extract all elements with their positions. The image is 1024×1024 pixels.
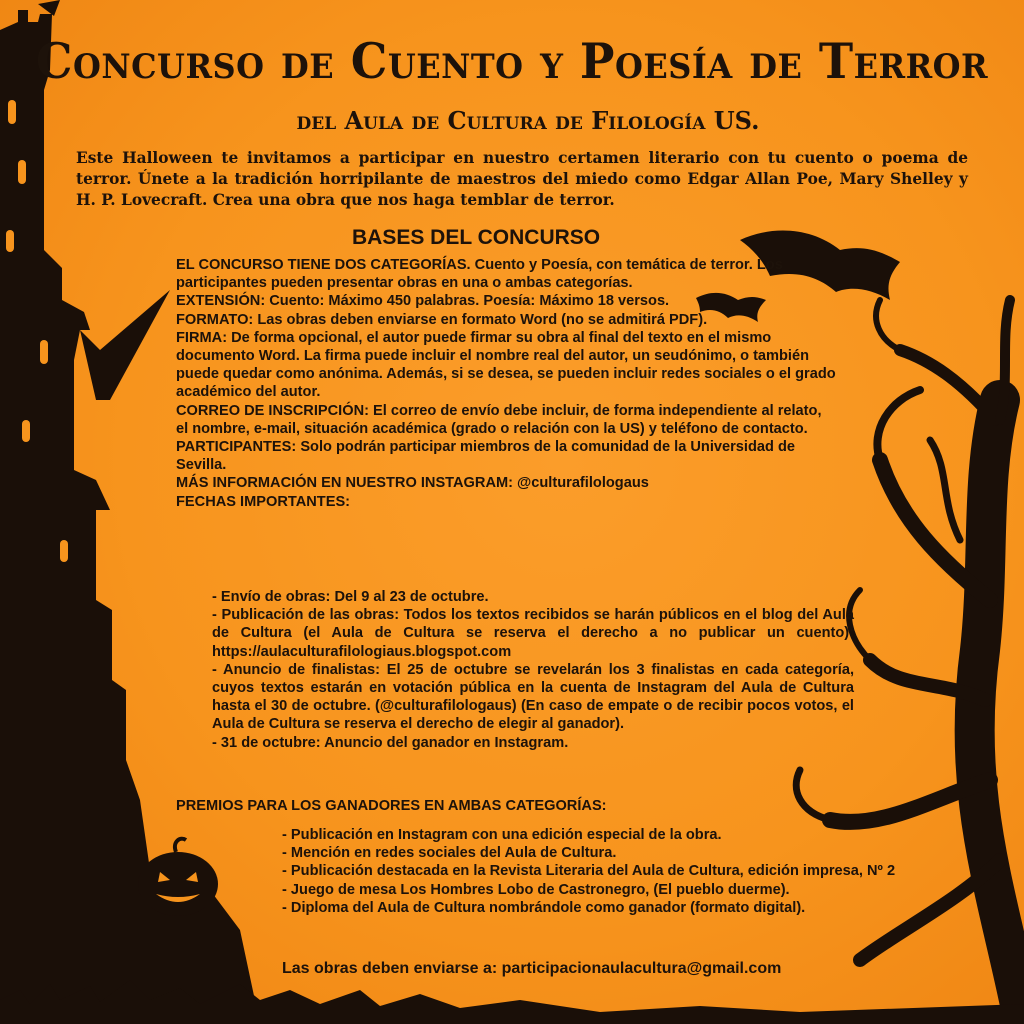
prize-item: - Publicación en Instagram con una edición especial de la obra. xyxy=(282,827,722,843)
bases-item: CORREO DE INSCRIPCIÓN: El correo de envío debe incluir, de forma independiente al relato, el nombre, e-mail, situación académica (grado o relación con la US) y teléfono de contacto. xyxy=(176,402,822,437)
prizes-list xyxy=(282,826,902,917)
bases-list xyxy=(176,256,836,511)
prize-item: - Diploma del Aula de Cultura nombrándole como ganador (formato digital). xyxy=(282,899,806,916)
prize-item: - Mención en redes sociales del Aula de Cultura. xyxy=(282,845,617,862)
prize-item: - Publicación destacada en la Revista Literaria del Aula de Cultura, edición impresa, Nº 2 xyxy=(282,863,896,880)
bases-item: MÁS INFORMACIÓN EN NUESTRO INSTAGRAM: @culturafilologaus xyxy=(176,475,649,492)
bases-item: FORMATO: Las obras deben enviarse en formato Word (no se admitirá PDF). xyxy=(176,311,708,328)
bases-title: BASES DEL CONCURSO xyxy=(352,226,601,249)
bases-item: FECHAS IMPORTANTES: xyxy=(176,493,351,510)
bases-item: EL CONCURSO TIENE DOS CATEGORÍAS. Cuento y Poesía, con temática de terror. Los participantes pueden presentar obras en una o ambas categorías. xyxy=(176,257,783,292)
bases-item: PARTICIPANTES: Solo podrán participar miembros de la comunidad de la Universidad de Sevilla. xyxy=(176,439,795,474)
date-item: - Publicación de las obras: Todos los textos recibidos se harán públicos en el blog del Aula de Cultura (el Aula de Cultura se reserva el derecho a no publicar un cuento): https://aulaculturafilologiaus.blogspot.com xyxy=(212,607,854,660)
jack-o-lantern-icon xyxy=(138,839,218,916)
date-item: - 31 de octubre: Anuncio del ganador en Instagram. xyxy=(212,734,569,751)
bases-item: EXTENSIÓN: Cuento: Máximo 450 palabras. Poesía: Máximo 18 versos. xyxy=(176,293,670,310)
email-line: Las obras deben enviarse a: participacionaulacultura@gmail.com xyxy=(282,960,782,977)
prizes-title: PREMIOS PARA LOS GANADORES EN AMBAS CATEGORÍAS: xyxy=(176,798,607,814)
bases-item: FIRMA: De forma opcional, el autor puede firmar su obra al final del texto en el mismo documento Word. La firma puede incluir el nombre real del autor, un seudónimo, o también puede quedar como anónima. Además, si se desea, se pueden incluir redes sociales o el grado académico del autor. xyxy=(176,329,836,401)
page-title: Concurso de Cuento y Poesía de Terror xyxy=(35,32,989,90)
date-item: - Envío de obras: Del 9 al 23 de octubre. xyxy=(212,589,489,605)
page-subtitle: del Aula de Cultura de Filología US. xyxy=(296,106,760,135)
intro-paragraph: Este Halloween te invitamos a participar en nuestro certamen literario con tu cuento o poema de terror. Únete a la tradición horripilante de maestros del miedo como Edgar Allan Poe, Mary Shelley y H. P. Lovecraft. Crea una obra que nos haga temblar de terror. xyxy=(76,149,968,209)
prize-item: - Juego de mesa Los Hombres Lobo de Castronegro, (El pueblo duerme). xyxy=(282,881,790,898)
dates-list xyxy=(212,588,854,752)
date-item: - Anuncio de finalistas: El 25 de octubre se revelarán los 3 finalistas en cada categoría, cuyos textos estarán en votación pública en la cuenta de Instagram del Aula de Cultura hasta el 30 de octubre. (@culturafilologaus) (En caso de empate o de recibir pocos votos, el Aula de Cultura se reserva el derecho de elegir al ganador). xyxy=(212,661,854,733)
